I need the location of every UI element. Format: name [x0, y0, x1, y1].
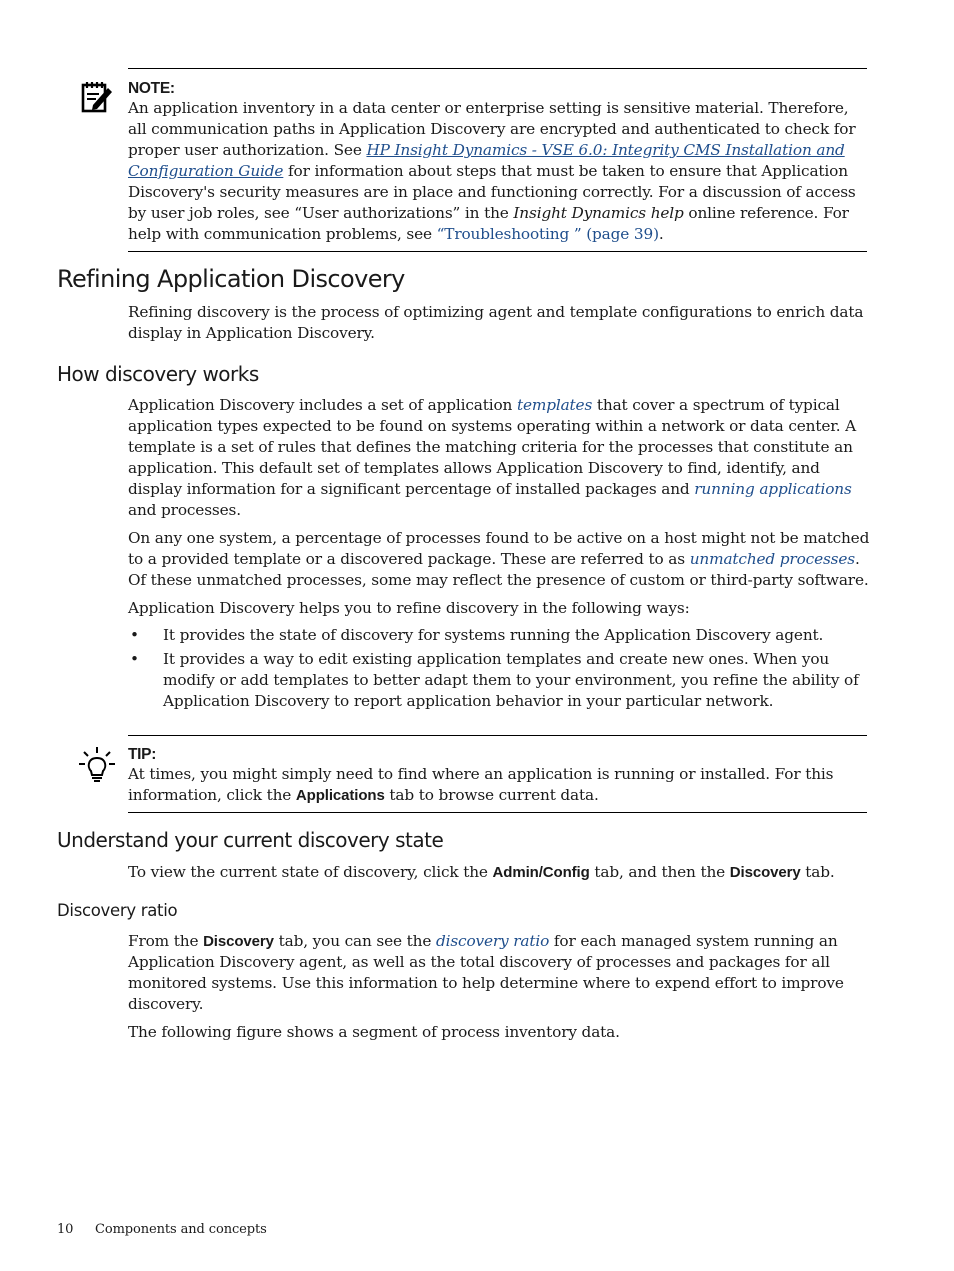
page-footer	[57, 1222, 267, 1237]
note-text: An application inventory in a data center or enterprise setting is sensitive material. Therefore, all communication paths in Application Discovery are encrypted and authenticated to check for proper user authorization. See HP Insight Dynamics - VSE 6.0: Integrity CMS Installation and Configuration Guide for information about steps that must be taken to ensure that Application Discovery's security measures are in place and functioning correctly. For a discussion of access by user job roles, see “User authorizations” in the Insight Dynamics help online reference. For help with communication problems, see “Troubleshooting ” (page 39).	[128, 99, 856, 243]
section-title-current-state: Understand your current discovery state	[57, 828, 444, 852]
installation-guide-link[interactable]: HP Insight Dynamics - VSE 6.0: Integrity CMS Installation and Configuration Guide	[128, 141, 845, 180]
note-heading: NOTE:	[128, 80, 175, 97]
insight-dynamics-help-ref: Insight Dynamics help	[513, 204, 684, 222]
applications-tab-ref: Applications	[295, 787, 385, 804]
section-title-refining: Refining Application Discovery	[57, 265, 405, 293]
templates-term-link[interactable]: templates	[516, 396, 593, 414]
how-discovery-works-body	[128, 395, 870, 715]
section-title-discovery-ratio: Discovery ratio	[57, 901, 178, 920]
note-box	[128, 68, 867, 252]
discovery-ratio-paragraph: From the Discovery tab, you can see the discovery ratio for each managed system running an Application Discovery agent, as well as the total discovery of processes and packages for all monitored systems. Use this information to help determine where to expend effort to improve discovery.	[128, 932, 844, 1013]
admin-config-tab-ref: Admin/Config	[492, 864, 590, 881]
refine-ways-list	[128, 625, 870, 712]
list-item: • It provides a way to edit existing application templates and create new ones. When you modify or add templates to better adapt them to your environment, you refine the ability of Application Discovery to report application behavior in your particular network.	[130, 650, 859, 710]
tip-text: At times, you might simply need to find where an application is running or installed. For this information, click the Applications tab to browse current data.	[128, 765, 834, 804]
lightbulb-icon	[78, 746, 116, 784]
discovery-ratio-body	[128, 931, 870, 1043]
note-pencil-icon	[78, 79, 116, 117]
chapter-name: Components and concepts	[95, 1222, 267, 1237]
unmatched-processes-term-link[interactable]: unmatched processes	[689, 550, 855, 568]
tip-heading: TIP:	[128, 746, 157, 763]
page-number: 10	[57, 1222, 74, 1237]
unmatched-paragraph: On any one system, a percentage of processes found to be active on a host might not be matched to a provided template or a discovered package. These are referred to as unmatched processes. Of these unmatched processes, some may reflect the presence of custom or third-party software.	[128, 529, 870, 589]
troubleshooting-link[interactable]: “Troubleshooting ” (page 39)	[436, 225, 659, 243]
figure-intro-paragraph: The following figure shows a segment of process inventory data.	[128, 1023, 620, 1041]
templates-paragraph: Application Discovery includes a set of application templates that cover a spectrum of typical application types expected to be found on systems operating within a network or data center. A template is a set of rules that defines the matching criteria for the processes that constitute an application. This default set of templates allows Application Discovery to find, identify, and display information for a significant percentage of installed packages and running applications and processes.	[128, 396, 857, 519]
refining-intro: Refining discovery is the process of optimizing agent and template configurations to enrich data display in Application Discovery.	[128, 303, 864, 342]
discovery-ratio-term-link[interactable]: discovery ratio	[435, 932, 550, 950]
current-state-body: To view the current state of discovery, click the Admin/Config tab, and then the Discovery tab.	[128, 863, 835, 881]
discovery-tab-ref: Discovery	[729, 864, 801, 881]
tip-box	[128, 735, 867, 813]
section-title-how-discovery-works: How discovery works	[57, 362, 259, 386]
refine-ways-paragraph: Application Discovery helps you to refine discovery in the following ways:	[128, 599, 690, 617]
running-applications-term-link[interactable]: running applications	[694, 480, 852, 498]
discovery-tab-ref: Discovery	[203, 933, 274, 950]
list-item: • It provides the state of discovery for systems running the Application Discovery agent.	[130, 626, 824, 644]
